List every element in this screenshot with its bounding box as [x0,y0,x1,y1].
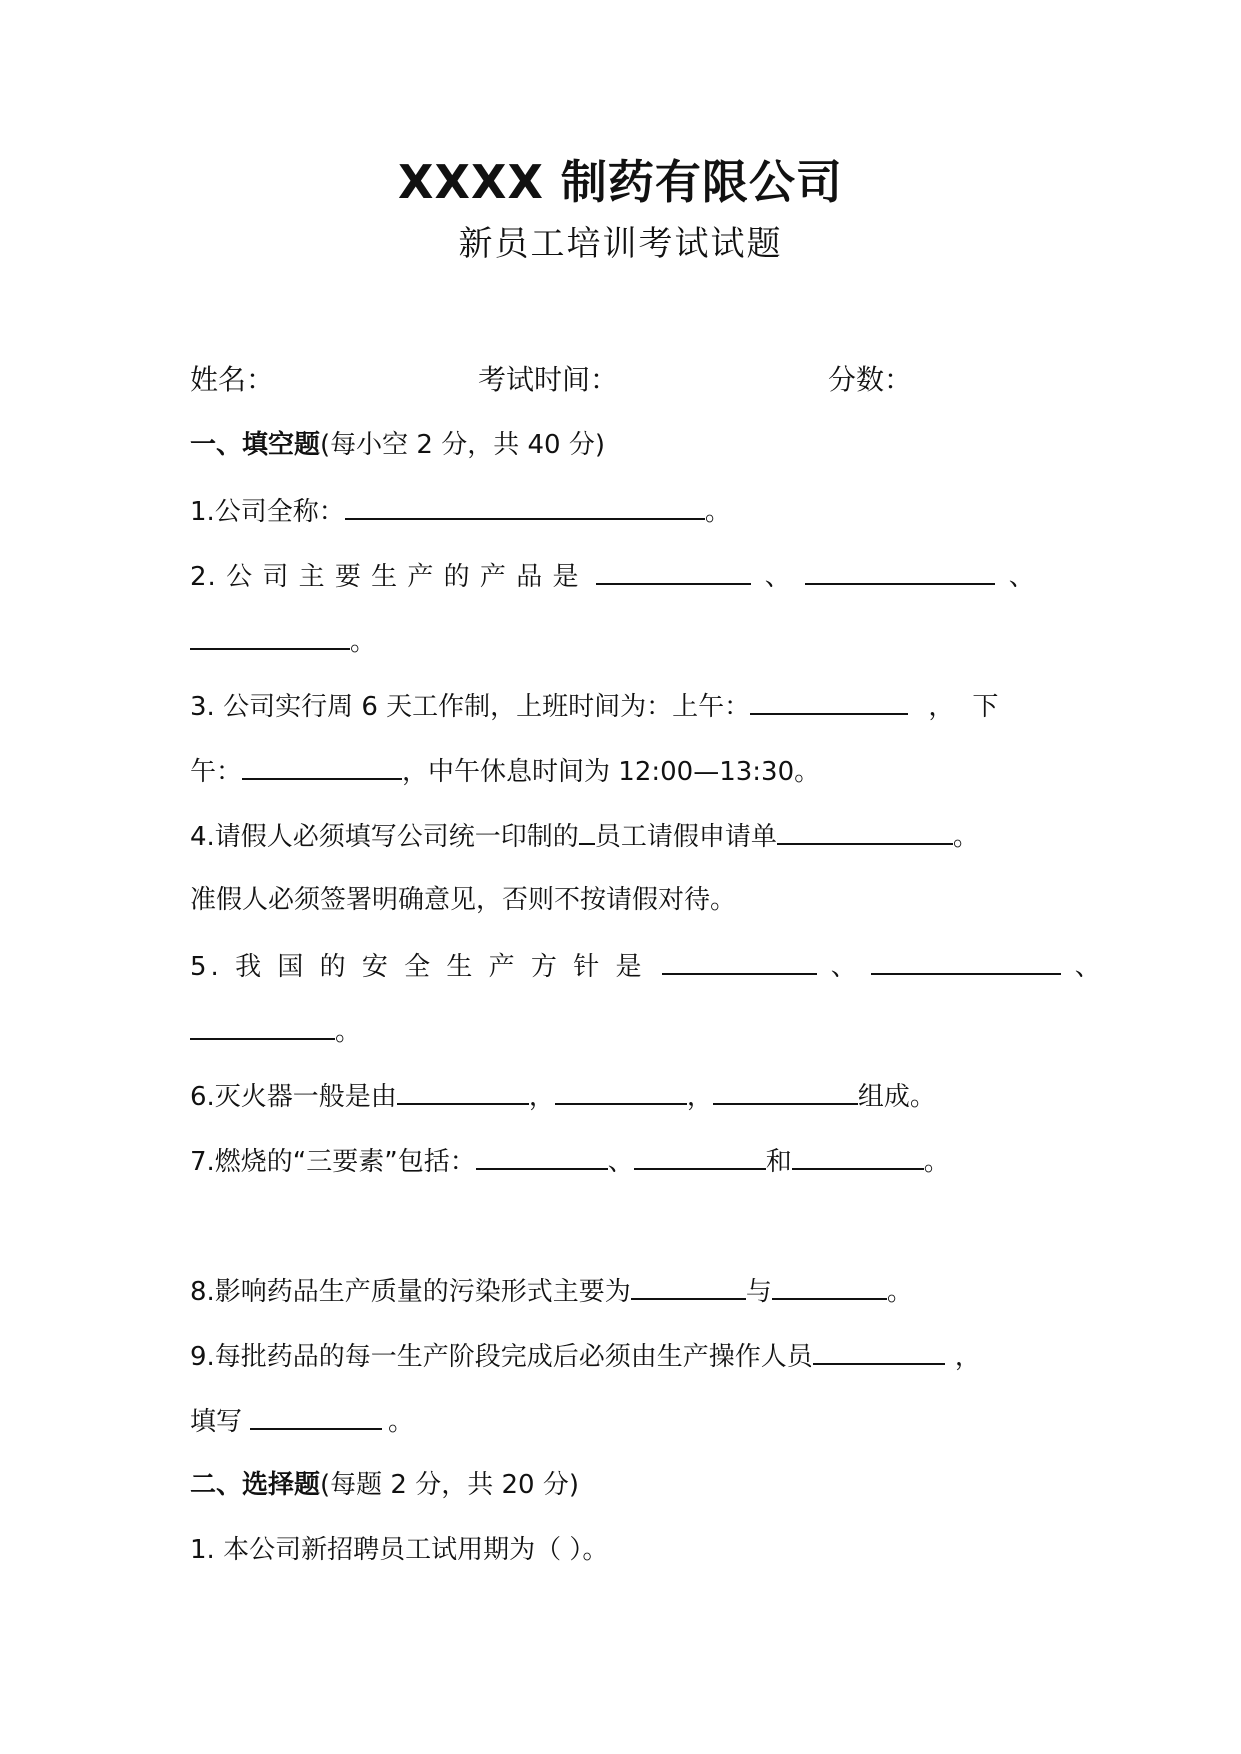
answer-blank[interactable] [250,1400,382,1430]
question-3-line2 [190,750,1060,792]
question-7-text: 7.燃烧的“三要素”包括： [190,1147,476,1177]
score-label: 分数： [828,363,913,396]
question-9-line2-start: 填写 [190,1407,243,1437]
question-8 [190,1270,1060,1312]
question-3-line2-start: 午： [190,757,243,787]
answer-blank[interactable] [345,490,705,520]
answer-blank[interactable] [772,1270,887,1300]
question-7-sep1: 、 [607,1147,634,1177]
answer-blank[interactable] [662,945,817,975]
answer-blank[interactable] [555,1075,687,1105]
question-9-end: 。 [388,1407,415,1437]
answer-blank[interactable] [713,1075,858,1105]
section2-heading [190,1465,1060,1505]
question-2-line2 [190,620,1060,662]
question-1-text: 1.公司全称： [190,497,345,527]
exam-time-label: 考试时间： [478,363,619,396]
answer-blank[interactable] [190,1010,335,1040]
question-1 [190,490,1060,532]
question-7-sep2: 和 [765,1147,792,1177]
question-3-line2-end: ，中午休息时间为 12:00—13:30。 [402,757,821,787]
company-title: XXXX 制药有限公司 [398,155,843,209]
question-3-text: 3. 公司实行周 6 天工作制，上班时间为：上午： [190,692,751,722]
question-6-text: 6.灭火器一般是由 [190,1082,397,1112]
name-label: 姓名： [190,363,275,396]
question-7-end: 。 [923,1147,950,1177]
question-5-sep1: 、 [830,952,857,982]
question-5 [190,945,1101,987]
question-8-end: 。 [886,1277,913,1307]
answer-blank[interactable] [792,1140,924,1170]
question-9-mid: ， [954,1342,981,1372]
question-8-sep1: 与 [745,1277,772,1307]
choice-question-1: 1. 本公司新招聘员工试用期为（ ）。 [190,1535,609,1565]
question-2-end: 。 [350,627,377,657]
answer-blank[interactable] [750,685,908,715]
question-2 [190,555,1060,597]
question-6-end: 组成。 [857,1082,936,1112]
question-6-sep2: ， [686,1082,713,1112]
answer-blank[interactable] [397,1075,529,1105]
question-2-sep2: 、 [1008,562,1035,592]
question-5-end: 。 [335,1017,362,1047]
answer-blank[interactable] [805,555,995,585]
section2-note: (每题 2 分，共 20 分) [320,1470,579,1500]
question-4-end: 。 [952,822,979,852]
answer-blank[interactable] [242,750,402,780]
exam-title: 新员工培训考试试题 [458,224,783,264]
answer-blank[interactable] [813,1335,945,1365]
question-7 [190,1140,1060,1182]
answer-blank[interactable] [190,620,350,650]
question-2-text: 2. 公 司 主 要 生 产 的 产 品 是 [190,562,580,592]
question-3-mid: ，下 [928,692,1017,722]
question-6-sep1: ， [528,1082,555,1112]
question-4-line2: 准假人必须签署明确意见，否则不按请假对待。 [190,885,737,915]
question-4-fill: 员工请假申请单 [594,822,777,852]
answer-blank[interactable] [579,815,595,845]
answer-blank[interactable] [476,1140,608,1170]
section1-heading [190,425,1060,465]
question-3 [190,685,1060,727]
question-5-text: 5. 我 国 的 安 全 生 产 方 针 是 [190,952,646,982]
question-6 [190,1075,1060,1117]
question-1-end: 。 [704,497,731,527]
question-5-line2 [190,1010,1060,1052]
question-8-text: 8.影响药品生产质量的污染形式主要为 [190,1277,631,1307]
question-5-sep2: 、 [1074,952,1101,982]
question-2-sep1: 、 [764,562,791,592]
question-9-text: 9.每批药品的每一生产阶段完成后必须由生产操作人员 [190,1342,813,1372]
question-9-line2 [190,1400,1060,1442]
question-9 [190,1335,1060,1377]
answer-blank[interactable] [871,945,1061,975]
question-4-text: 4.请假人必须填写公司统一印制的 [190,822,579,852]
section1-note: (每小空 2 分，共 40 分) [320,430,605,460]
section1-title: 一、填空题 [190,430,321,460]
answer-blank[interactable] [596,555,751,585]
answer-blank[interactable] [631,1270,746,1300]
answer-blank[interactable] [777,815,953,845]
answer-blank[interactable] [634,1140,766,1170]
section2-title: 二、选择题 [190,1470,321,1500]
question-4 [190,815,1060,857]
